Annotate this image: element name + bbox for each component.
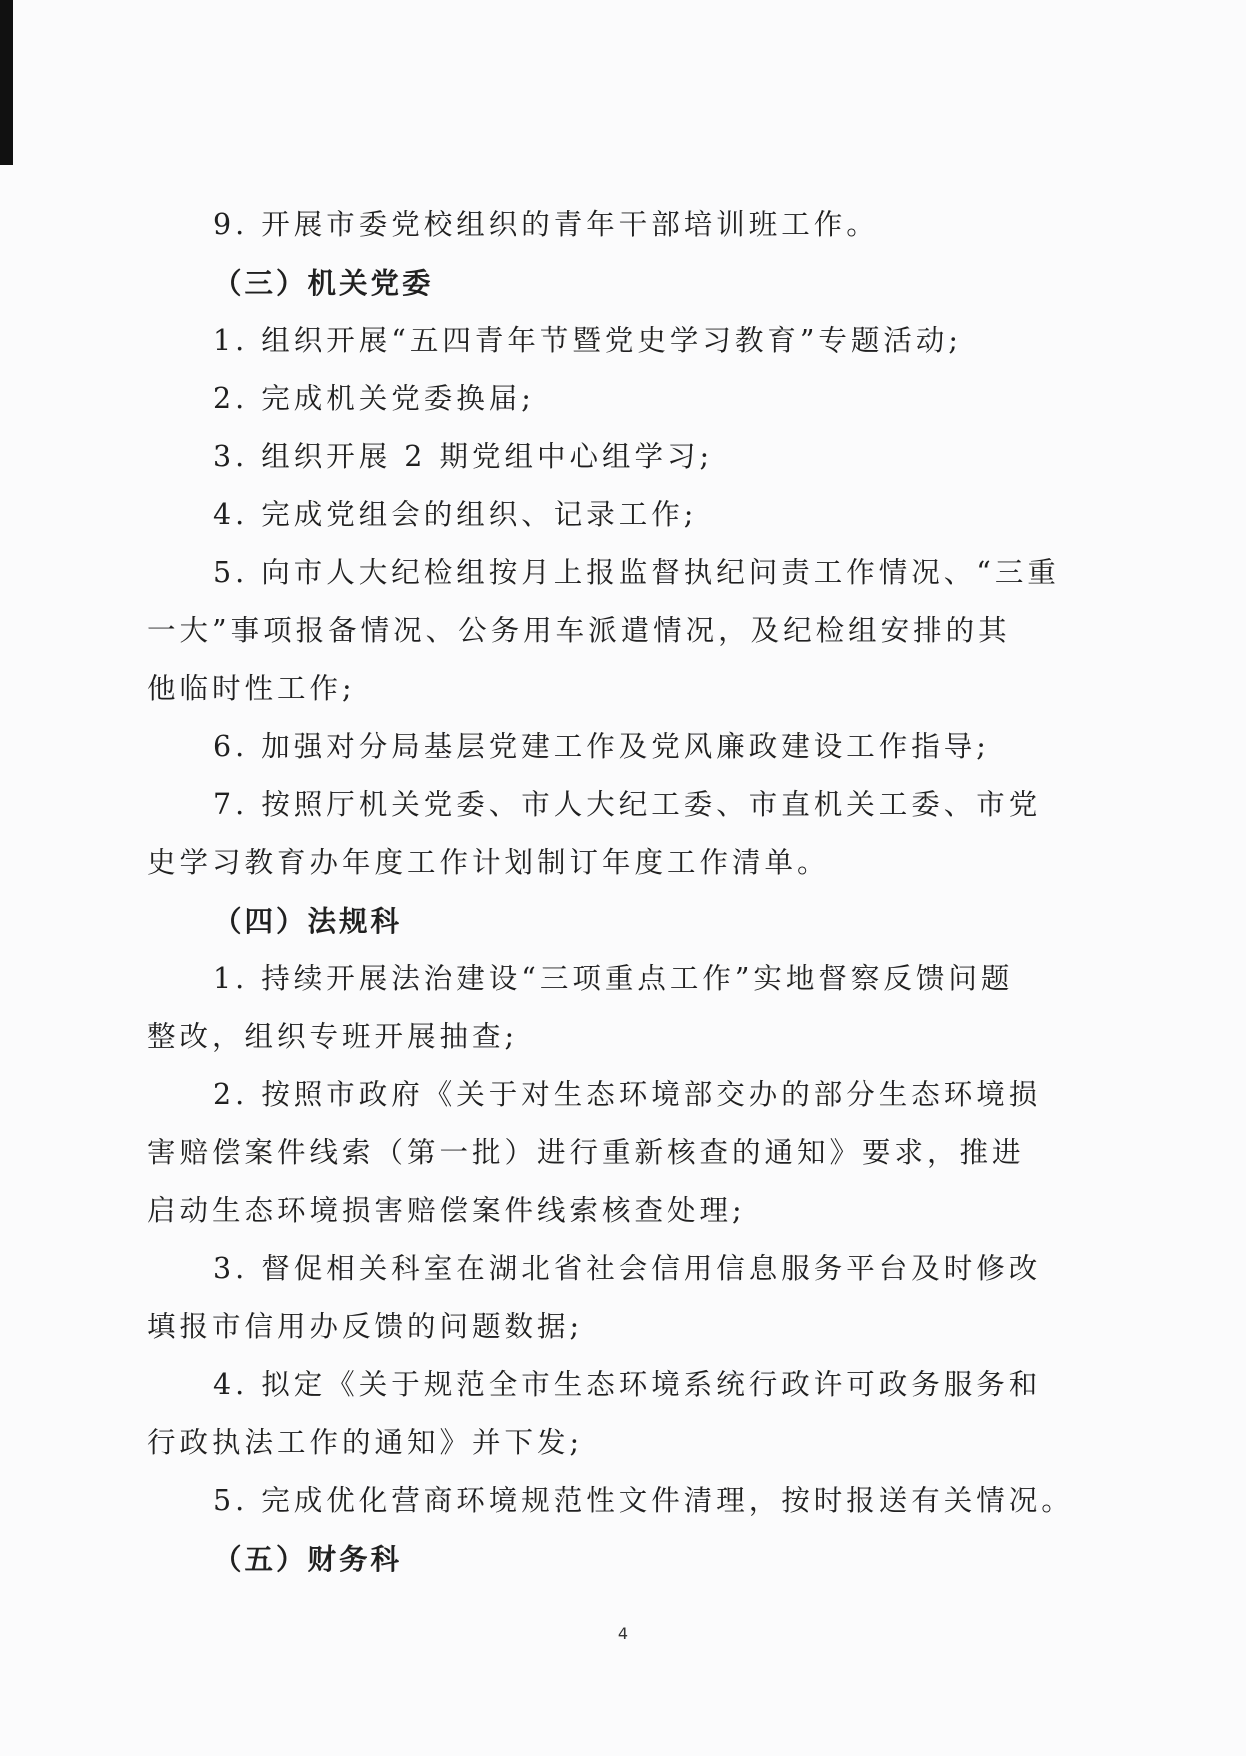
list-item bbox=[147, 776, 1047, 892]
paragraph-line: 他临时性工作; bbox=[147, 672, 356, 705]
paragraph-line: 5. 向市人大纪检组按月上报监督执纪问责工作情况、“三重 bbox=[213, 556, 1060, 589]
section-heading: （三）机关党委 bbox=[213, 266, 434, 300]
list-item bbox=[147, 312, 1047, 370]
list-item bbox=[147, 718, 1047, 776]
paragraph-line: 填报市信用办反馈的问题数据; bbox=[147, 1310, 584, 1343]
paragraph-line: 4. 拟定《关于规范全市生态环境系统行政许可政务服务和 bbox=[213, 1368, 1042, 1401]
list-item bbox=[147, 196, 1047, 254]
document-body bbox=[147, 196, 1074, 1588]
paragraph-line: 2. 完成机关党委换届; bbox=[213, 382, 535, 415]
paragraph-line: 7. 按照厅机关党委、市人大纪工委、市直机关工委、市党 bbox=[213, 788, 1042, 821]
paragraph-line: 2. 按照市政府《关于对生态环境部交办的部分生态环境损 bbox=[213, 1078, 1042, 1111]
paragraph-line: 整改，组织专班开展抽查; bbox=[147, 1020, 519, 1053]
list-item bbox=[147, 1356, 1047, 1472]
paragraph-line: 3. 组织开展 2 期党组中心组学习; bbox=[213, 440, 714, 473]
list-item bbox=[147, 1066, 1047, 1240]
paragraph-line: 4. 完成党组会的组织、记录工作; bbox=[213, 498, 698, 531]
section-heading: （五）财务科 bbox=[213, 1542, 403, 1576]
list-item bbox=[147, 428, 1047, 486]
list-item bbox=[147, 950, 1047, 1066]
paragraph-line: 6. 加强对分局基层党建工作及党风廉政建设工作指导; bbox=[213, 730, 990, 763]
paragraph-line: 9. 开展市委党校组织的青年干部培训班工作。 bbox=[213, 208, 879, 241]
paragraph-line: 1. 持续开展法治建设“三项重点工作”实地督察反馈问题 bbox=[213, 962, 1014, 995]
paragraph-line: 5. 完成优化营商环境规范性文件清理，按时报送有关情况。 bbox=[213, 1484, 1074, 1517]
list-item bbox=[147, 1240, 1047, 1356]
paragraph-line: 3. 督促相关科室在湖北省社会信用信息服务平台及时修改 bbox=[213, 1252, 1042, 1285]
scan-edge-mark bbox=[0, 0, 13, 165]
list-item bbox=[147, 544, 1060, 718]
paragraph-line: 害赔偿案件线索（第一批）进行重新核查的通知》要求，推进 bbox=[147, 1136, 1025, 1169]
list-item bbox=[147, 370, 1047, 428]
list-item bbox=[147, 486, 1047, 544]
paragraph-line: 史学习教育办年度工作计划制订年度工作清单。 bbox=[147, 846, 830, 879]
paragraph-line: 1. 组织开展“五四青年节暨党史学习教育”专题活动; bbox=[213, 324, 962, 357]
page-number: 4 bbox=[617, 1624, 629, 1643]
paragraph-line: 启动生态环境损害赔偿案件线索核查处理; bbox=[147, 1194, 746, 1227]
list-item bbox=[147, 1472, 1074, 1530]
paragraph-line: 一大”事项报备情况、公务用车派遣情况，及纪检组安排的其 bbox=[147, 614, 1011, 647]
paragraph-line: 行政执法工作的通知》并下发; bbox=[147, 1426, 584, 1459]
section-heading: （四）法规科 bbox=[213, 904, 403, 938]
